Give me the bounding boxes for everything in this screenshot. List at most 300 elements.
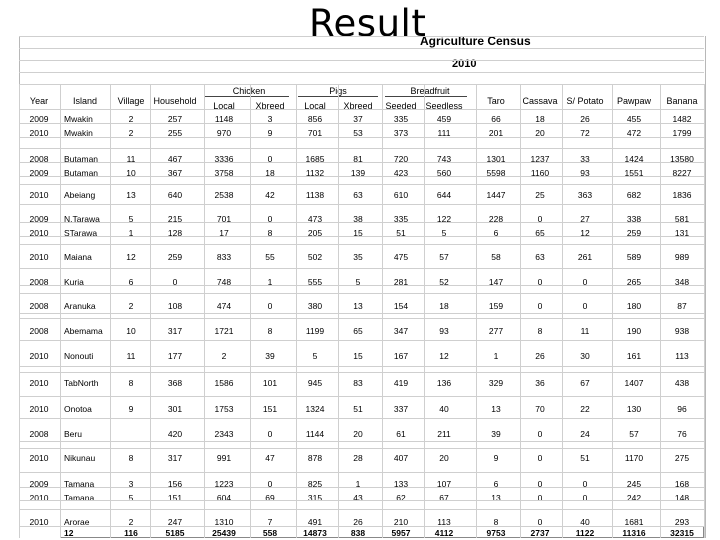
table-cell: 139 [350,168,366,178]
grid-line [19,500,704,501]
table-cell: 335 [393,214,409,224]
table-cell: 0 [537,493,543,503]
table-cell: 293 [674,517,690,527]
table-cell: 589 [626,252,642,262]
table-cell: 51 [580,453,590,463]
grid-column-line [476,84,477,538]
column-header: Xbreed [255,101,285,111]
table-cell: 122 [436,214,452,224]
table-cell: 0 [582,479,588,489]
table-cell: 81 [353,154,363,164]
table-cell: 2010 [29,517,49,527]
table-cell: 257 [167,114,183,124]
grid-line [19,509,704,510]
table-cell: 347 [393,326,409,336]
grid-line [19,285,704,286]
table-cell: 55 [265,252,275,262]
table-cell: 1482 [672,114,692,124]
table-cell: 69 [265,493,275,503]
table-cell: 335 [393,114,409,124]
grid-column-line [520,84,521,538]
table-cell: Aranuka [64,301,96,311]
table-cell: 27 [580,214,590,224]
column-header: Banana [666,96,698,106]
table-cell: 167 [393,351,409,361]
table-cell: 228 [488,214,504,224]
table-cell: 2010 [29,190,49,200]
table-cell: 2343 [214,429,234,439]
table-cell: 475 [393,252,409,262]
table-cell: 17 [219,228,229,238]
table-cell: 39 [265,351,275,361]
table-cell: 33 [580,154,590,164]
table-cell: 65 [353,326,363,336]
table-cell: 205 [307,228,323,238]
table-cell: 133 [393,479,409,489]
table-cell: 65 [535,228,545,238]
table-cell: 1237 [530,154,550,164]
table-cell: 62 [396,493,406,503]
table-cell: 938 [674,326,690,336]
grid-column-line [612,84,613,538]
table-cell: 0 [172,277,178,287]
table-cell: 560 [436,168,452,178]
table-cell: 2009 [29,479,49,489]
table-cell: Butaman [64,168,99,178]
table-cell: 247 [167,517,183,527]
table-cell: Tamana [64,493,95,503]
table-cell: 1310 [214,517,234,527]
total-cell: 11316 [622,528,646,538]
grid-line [19,48,704,49]
table-cell: 10 [126,168,136,178]
table-cell: Maiana [64,252,92,262]
grid-column-line [660,84,661,538]
table-cell: 1681 [624,517,644,527]
table-cell: 0 [582,493,588,503]
total-cell: 14873 [303,528,327,538]
total-cell: 4112 [434,528,454,538]
table-cell: 748 [216,277,232,287]
table-cell: 367 [167,168,183,178]
table-cell: 35 [353,252,363,262]
table-cell: 0 [267,479,273,489]
table-cell: 13 [491,404,501,414]
table-cell: 459 [436,114,452,124]
table-cell: 11 [126,351,136,361]
table-cell: 3336 [214,154,234,164]
table-cell: 52 [439,277,449,287]
grid-line [19,396,704,397]
grid-line [19,526,704,527]
grid-column-line [338,84,339,538]
table-cell: 39 [491,429,501,439]
table-cell: 1551 [624,168,644,178]
table-cell: 18 [535,114,545,124]
grid-column-line [19,84,20,538]
table-cell: 0 [582,277,588,287]
table-cell: 159 [488,301,504,311]
grid-column-line [296,84,297,538]
grid-column-line [110,84,111,538]
table-cell: 0 [582,301,588,311]
table-cell: 2010 [29,252,49,262]
table-cell: 151 [167,493,183,503]
grid-column-line [704,84,705,538]
table-cell: 36 [535,378,545,388]
table-cell: 255 [167,128,183,138]
table-cell: 7 [267,517,273,527]
table-cell: 6 [493,479,499,489]
table-cell: 70 [535,404,545,414]
table-cell: 275 [674,453,690,463]
table-cell: 833 [216,252,232,262]
table-cell: 40 [580,517,590,527]
table-cell: TabNorth [64,378,99,388]
table-cell: 42 [265,190,275,200]
table-cell: 970 [216,128,232,138]
table-cell: 423 [393,168,409,178]
table-cell: 1170 [624,453,644,463]
table-cell: 8 [267,228,273,238]
table-cell: 2010 [29,128,49,138]
table-cell: 57 [439,252,449,262]
table-cell: 18 [265,168,275,178]
table-cell: 156 [167,479,183,489]
grid-line [19,448,704,449]
column-header: Local [213,101,235,111]
slide-title: Result [309,2,427,45]
table-cell: 107 [436,479,452,489]
table-cell: 13 [491,493,501,503]
table-cell: 0 [537,214,543,224]
table-cell: 265 [626,277,642,287]
table-cell: 15 [353,228,363,238]
table-cell: 0 [537,453,543,463]
table-cell: 878 [307,453,323,463]
table-cell: 111 [437,128,451,138]
table-cell: 151 [262,404,278,414]
table-cell: 1199 [305,326,325,336]
table-cell: 15 [353,351,363,361]
table-cell: 12 [580,228,590,238]
grid-line [19,318,704,319]
table-cell: 0 [267,301,273,311]
table-cell: 9 [493,453,499,463]
table-cell: 0 [537,517,543,527]
group-header-breadfruit: Breadfruit [410,86,450,96]
table-cell: Arorae [64,517,90,527]
table-cell: 26 [580,114,590,124]
grid-line [19,176,704,177]
table-cell: 210 [393,517,409,527]
table-cell: 317 [167,453,183,463]
table-cell: 13 [126,190,136,200]
table-cell: 18 [439,301,449,311]
table-cell: 991 [216,453,232,463]
table-cell: 180 [626,301,642,311]
table-cell: 380 [307,301,323,311]
table-cell: 53 [353,128,363,138]
table-cell: 8 [493,517,499,527]
table-cell: 61 [396,429,406,439]
table-cell: 40 [439,404,449,414]
grid-line [19,222,704,223]
grid-column-line [382,84,383,538]
table-cell: 215 [167,214,183,224]
grid-line [19,184,704,185]
table-cell: 259 [626,228,642,238]
table-cell: 1424 [624,154,644,164]
grid-line [19,36,704,37]
table-cell: 2 [128,114,134,124]
table-cell: 825 [307,479,323,489]
table-cell: 30 [580,351,590,361]
table-cell: 63 [353,190,363,200]
table-cell: 472 [626,128,642,138]
table-cell: 161 [626,351,642,361]
table-cell: 2009 [29,114,49,124]
table-cell: 2 [128,517,134,527]
table-cell: 113 [437,517,451,527]
table-cell: 25 [535,190,545,200]
column-header: Household [153,96,197,106]
table-cell: 604 [216,493,232,503]
column-header: S/ Potato [566,96,604,106]
table-cell: 9 [267,128,273,138]
table-cell: 2009 [29,214,49,224]
table-cell: 131 [674,228,690,238]
table-cell: 22 [580,404,590,414]
table-cell: 407 [393,453,409,463]
table-cell: 108 [167,301,183,311]
table-cell: 43 [353,493,363,503]
table-cell: 467 [167,154,183,164]
table-cell: 261 [577,252,593,262]
table-cell: 148 [674,493,690,503]
table-cell: 438 [674,378,690,388]
table-cell: 581 [674,214,690,224]
grid-line [19,244,704,245]
table-cell: 5 [441,228,447,238]
table-cell: 5598 [486,168,506,178]
table-cell: 3 [128,479,134,489]
table-cell: Butaman [64,154,99,164]
table-cell: 1148 [214,114,234,124]
table-cell: 1 [128,228,134,238]
table-cell: 1 [355,479,361,489]
total-cell: 2737 [530,528,550,538]
table-cell: 245 [626,479,642,489]
table-cell: 37 [353,114,363,124]
table-cell: 1586 [214,378,234,388]
table-cell: 2009 [29,168,49,178]
table-cell: 1144 [305,429,325,439]
table-cell: 2008 [29,277,49,287]
table-cell: 1160 [530,168,550,178]
table-cell: 8 [128,453,134,463]
table-cell: 2 [128,301,134,311]
table-cell: 5 [355,277,361,287]
table-cell: 51 [396,228,406,238]
table-cell: 640 [167,190,183,200]
grid-line [19,84,704,85]
table-cell: 113 [675,351,689,361]
table-cell: 177 [167,351,183,361]
table-cell: 38 [353,214,363,224]
total-cell: 12 [64,528,74,538]
column-header: Xbreed [343,101,373,111]
total-cell: 5957 [391,528,411,538]
table-cell: 51 [353,404,363,414]
table-cell: 1753 [214,404,234,414]
table-cell: 0 [267,429,273,439]
column-header: Year [29,96,49,106]
table-cell: 0 [267,214,273,224]
grid-column-line [204,84,205,538]
table-cell: 201 [488,128,504,138]
table-cell: 455 [626,114,642,124]
table-cell: 856 [307,114,323,124]
grid-line [19,441,704,442]
table-cell: 58 [491,252,501,262]
table-cell: Nikunau [64,453,96,463]
grid-line [19,487,704,488]
table-cell: 1836 [672,190,692,200]
table-cell: 20 [353,429,363,439]
grid-line [19,366,704,367]
table-cell: 277 [488,326,504,336]
table-cell: 147 [488,277,504,287]
table-cell: 1132 [305,168,325,178]
grid-line [19,313,704,314]
table-cell: 101 [262,378,278,388]
table-cell: 93 [580,168,590,178]
table-cell: 13580 [670,154,694,164]
table-cell: 168 [674,479,690,489]
table-cell: 20 [535,128,545,138]
grid-line [19,60,704,61]
table-cell: 701 [307,128,323,138]
table-cell: 502 [307,252,323,262]
table-cell: 0 [537,429,543,439]
table-cell: 1685 [305,154,325,164]
table-cell: 87 [677,301,687,311]
table-cell: 1407 [624,378,644,388]
column-header: Seedless [425,101,463,111]
grid-line [19,204,704,205]
group-header-chicken: Chicken [232,86,266,96]
table-cell: 6 [493,228,499,238]
grid-line [19,148,704,149]
table-cell: 9 [128,404,134,414]
table-cell: 11 [580,326,590,336]
table-cell: 945 [307,378,323,388]
table-cell: 2008 [29,326,49,336]
table-cell: 76 [677,429,687,439]
table-cell: 1721 [214,326,234,336]
table-cell: 8 [267,326,273,336]
table-cell: 8 [128,378,134,388]
table-cell: 2 [128,128,134,138]
table-cell: 10 [126,326,136,336]
grid-line [19,293,704,294]
table-cell: 363 [577,190,593,200]
table-cell: 136 [436,378,452,388]
table-cell: 2010 [29,228,49,238]
grid-line [19,162,704,163]
table-cell: 682 [626,190,642,200]
column-header: Cassava [522,96,558,106]
table-cell: 96 [677,404,687,414]
table-cell: 28 [353,453,363,463]
table-cell: 0 [267,154,273,164]
table-cell: 67 [580,378,590,388]
table-cell: 474 [216,301,232,311]
table-cell: Mwakin [64,114,93,124]
table-cell: 13 [353,301,363,311]
table-cell: 3758 [214,168,234,178]
table-cell: 0 [537,479,543,489]
table-cell: Beru [64,429,82,439]
table-cell: 419 [393,378,409,388]
column-header: Pawpaw [616,96,652,106]
grid-line [19,418,704,419]
table-cell: 242 [626,493,642,503]
group-header-pigs: Pigs [329,86,347,96]
group-underline-breadfruit [385,96,467,97]
total-cell: 5185 [165,528,185,538]
total-cell: 116 [124,528,138,538]
table-cell: N.Tarawa [64,214,100,224]
table-cell: 329 [488,378,504,388]
column-header: Village [117,96,145,106]
total-cell: 1122 [575,528,595,538]
grid-line [19,372,704,373]
table-cell: 3 [267,114,273,124]
table-cell: 11 [126,154,136,164]
table-cell: 2010 [29,378,49,388]
table-cell: 2010 [29,404,49,414]
table-cell: 66 [491,114,501,124]
table-cell: 26 [353,517,363,527]
table-cell: 47 [265,453,275,463]
table-cell: 2 [221,351,227,361]
table-cell: Abemama [64,326,103,336]
table-cell: 473 [307,214,323,224]
total-cell: 558 [262,528,278,538]
grid-line [19,137,704,138]
table-cell: 211 [437,429,451,439]
total-cell: 9753 [486,528,506,538]
table-cell: 83 [353,378,363,388]
census-year-title: 2010 [452,58,477,70]
table-cell: Kuria [64,277,84,287]
grid-line [19,236,704,237]
table-cell: 259 [167,252,183,262]
column-header: Seeded [385,101,417,111]
table-cell: 1799 [672,128,692,138]
table-cell: 420 [167,429,183,439]
total-cell: 32315 [670,528,694,538]
table-cell: 0 [537,277,543,287]
table-cell: 338 [626,214,642,224]
table-cell: Mwakin [64,128,93,138]
table-cell: 8227 [672,168,692,178]
table-cell: 1138 [305,190,325,200]
grid-column-line [562,84,563,538]
grid-line [19,340,704,341]
